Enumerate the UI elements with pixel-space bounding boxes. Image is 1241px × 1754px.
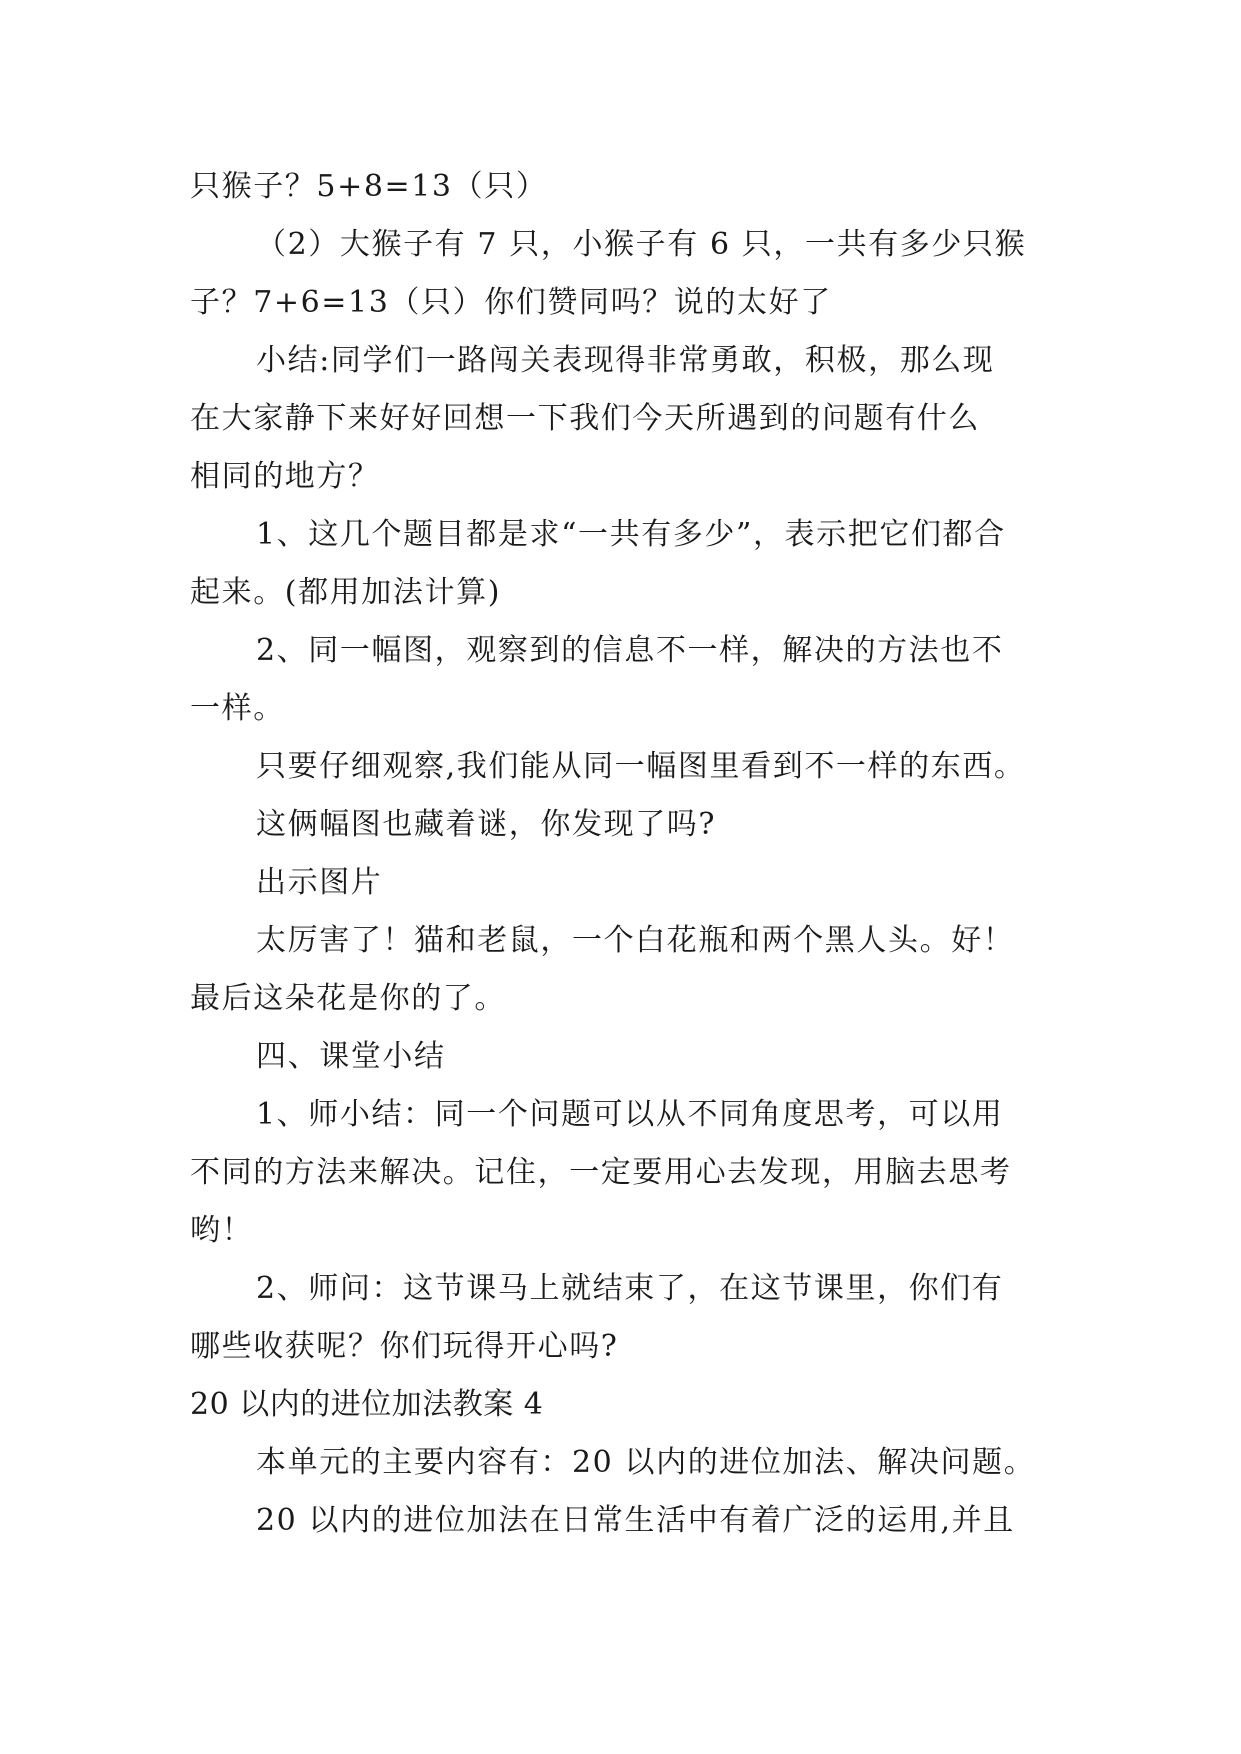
text-line: 2、同一幅图，观察到的信息不一样，解决的方法也不 — [256, 633, 1004, 668]
text-line: 子？7+6=13（只）你们赞同吗？说的太好了 — [190, 285, 832, 320]
text-line: 1、这几个题目都是求“一共有多少”，表示把它们都合 — [256, 517, 1006, 552]
text-line: 小结:同学们一路闯关表现得非常勇敢，积极，那么现 — [256, 343, 995, 378]
document-body — [190, 158, 1052, 1550]
text-line: 哟！ — [190, 1213, 254, 1248]
text-line: 最后这朵花是你的了。 — [190, 981, 506, 1016]
lesson-plan-title: 20 以内的进位加法教案 4 — [190, 1387, 544, 1422]
text-line: 相同的地方？ — [190, 459, 380, 494]
text-line: 太厉害了！猫和老鼠，一个白花瓶和两个黑人头。好！ — [256, 923, 1015, 958]
text-line: 在大家静下来好好回想一下我们今天所遇到的问题有什么 — [190, 401, 980, 436]
text-line: 只要仔细观察,我们能从同一幅图里看到不一样的东西。 — [256, 749, 1026, 784]
text-line: 出示图片 — [256, 865, 383, 900]
text-line: 哪些收获呢？你们玩得开心吗? — [190, 1329, 619, 1364]
text-line: 起来。(都用加法计算) — [190, 575, 502, 610]
text-line: 1、师小结：同一个问题可以从不同角度思考，可以用 — [256, 1097, 1004, 1132]
text-line: 一样。 — [190, 691, 285, 726]
text-line: 2、师问：这节课马上就结束了，在这节课里，你们有 — [256, 1271, 1004, 1306]
text-line: 只猴子？5+8=13（只） — [190, 169, 548, 204]
text-line: 这俩幅图也藏着谜，你发现了吗? — [256, 807, 717, 842]
section-heading: 四、课堂小结 — [256, 1039, 446, 1074]
text-line: 20 以内的进位加法在日常生活中有着广泛的运用,并且 — [256, 1503, 1015, 1538]
text-line: 本单元的主要内容有：20 以内的进位加法、解决问题。 — [256, 1445, 1036, 1480]
text-line: 不同的方法来解决。记住，一定要用心去发现，用脑去思考 — [190, 1155, 1012, 1190]
text-line: （2）大猴子有 7 只，小猴子有 6 只，一共有多少只猴 — [256, 227, 1027, 262]
